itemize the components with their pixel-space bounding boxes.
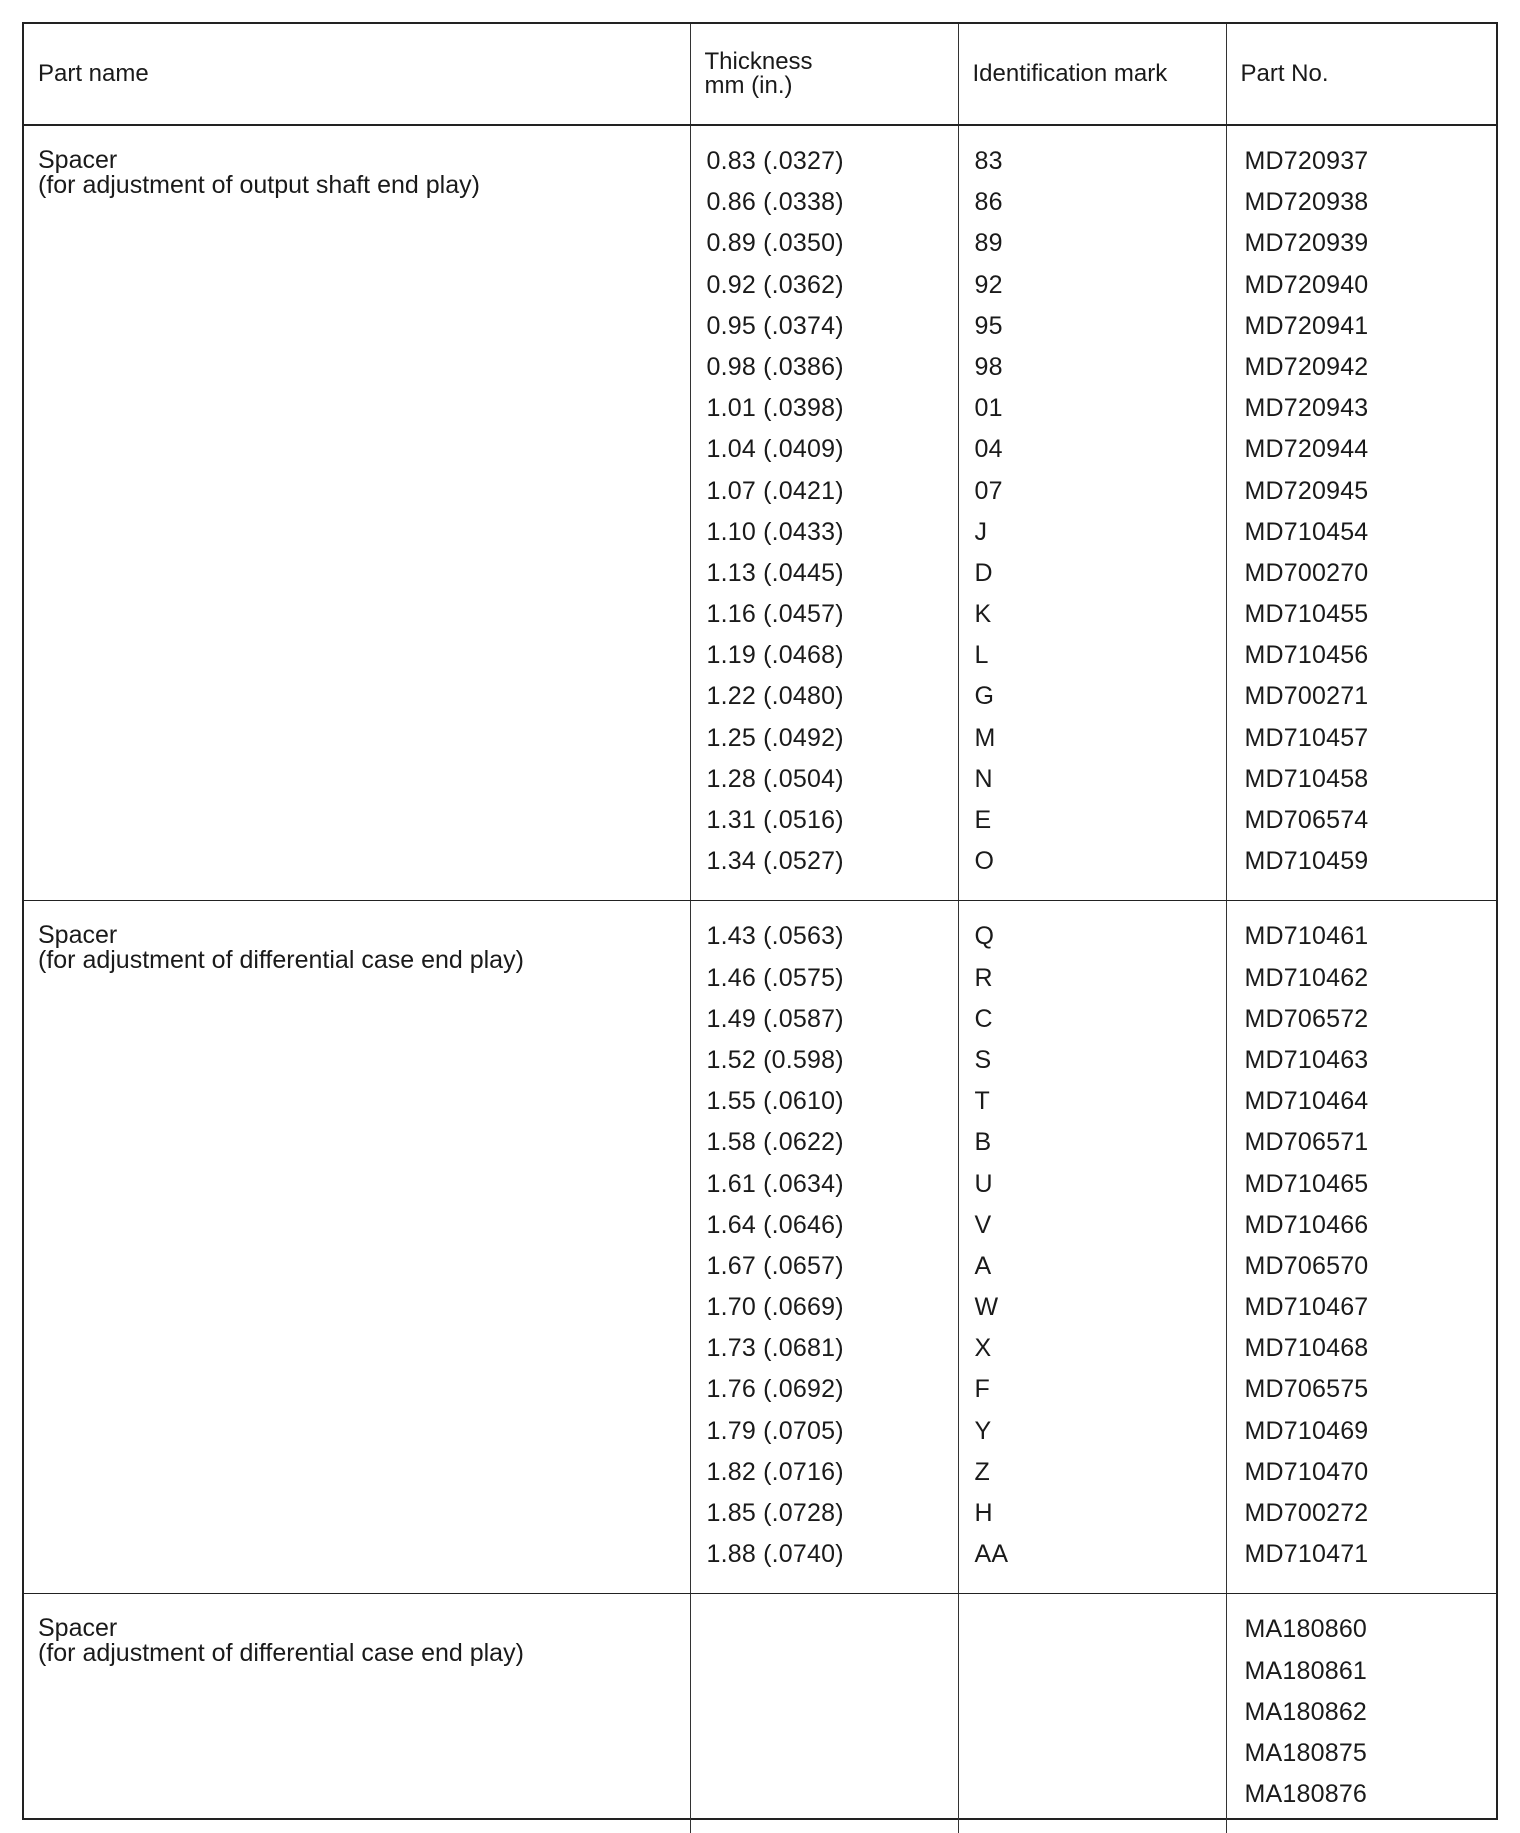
header-thickness-line1: Thickness bbox=[704, 48, 813, 75]
thickness-value: 1.22 (.0480) bbox=[706, 682, 844, 711]
part-no: MD720944 bbox=[1244, 435, 1369, 464]
identification-mark: 07 bbox=[974, 476, 1003, 505]
identification-mark: B bbox=[974, 1128, 992, 1157]
thickness-cell-list bbox=[691, 1594, 958, 1627]
thickness-value: 1.04 (.0409) bbox=[706, 435, 844, 464]
identification-mark: F bbox=[974, 1375, 990, 1404]
thickness-value: 1.88 (.0740) bbox=[706, 1540, 844, 1569]
thickness-value: 1.76 (.0692) bbox=[706, 1375, 844, 1404]
part-no: MA180860 bbox=[1244, 1615, 1368, 1644]
part-no-cell bbox=[1226, 901, 1496, 1594]
identification-mark: 83 bbox=[974, 147, 1003, 175]
identification-mark: 98 bbox=[974, 352, 1003, 381]
thickness-value: 0.95 (.0374) bbox=[706, 311, 844, 340]
table-row-group bbox=[24, 901, 1496, 1594]
part-no: MD710470 bbox=[1244, 1457, 1369, 1486]
part-no-cell bbox=[1226, 1594, 1496, 1833]
table-header-row bbox=[24, 24, 1496, 125]
identification-mark-cell bbox=[958, 901, 1226, 1594]
table-row-group bbox=[24, 1594, 1496, 1833]
part-no: MD710468 bbox=[1244, 1334, 1369, 1363]
identification-mark: U bbox=[974, 1169, 993, 1198]
part-no: MD710458 bbox=[1244, 764, 1369, 793]
part-name: Spacer bbox=[38, 921, 118, 950]
identification-mark: C bbox=[974, 1004, 993, 1033]
part-no: MD700272 bbox=[1244, 1499, 1369, 1527]
part-no: MD720943 bbox=[1244, 394, 1369, 423]
thickness-value: 0.89 (.0350) bbox=[706, 229, 844, 258]
part-no: MD720945 bbox=[1244, 476, 1369, 505]
thickness-value: 1.70 (.0669) bbox=[706, 1293, 844, 1322]
thickness-cell-list bbox=[691, 901, 958, 1593]
part-name-cell bbox=[24, 901, 690, 1594]
part-no: MD720939 bbox=[1244, 229, 1369, 258]
part-no: MD720938 bbox=[1244, 188, 1369, 217]
identification-mark: E bbox=[974, 806, 992, 834]
identification-mark: 95 bbox=[974, 311, 1003, 340]
part-no: MD720941 bbox=[1244, 311, 1369, 340]
identification-mark: Y bbox=[974, 1416, 992, 1445]
part-purpose: (for adjustment of differential case end play) bbox=[38, 1639, 524, 1668]
identification-mark: AA bbox=[974, 1540, 1009, 1569]
part-no: MD710467 bbox=[1244, 1293, 1369, 1322]
identification-mark: 01 bbox=[974, 394, 1003, 423]
part-no: MA180862 bbox=[1244, 1697, 1368, 1726]
identification-mark-cell bbox=[958, 1594, 1226, 1833]
part-no: MD700270 bbox=[1244, 558, 1369, 587]
part-no: MD710457 bbox=[1244, 723, 1369, 752]
thickness-value: 1.67 (.0657) bbox=[706, 1251, 844, 1280]
part-no: MD706575 bbox=[1244, 1375, 1369, 1404]
thickness-value: 1.28 (.0504) bbox=[706, 764, 844, 793]
identification-mark: M bbox=[974, 723, 996, 752]
identification-mark: 86 bbox=[974, 188, 1003, 217]
identification-mark: G bbox=[974, 682, 995, 711]
part-no: MA180875 bbox=[1244, 1738, 1368, 1767]
spacer-parts-table bbox=[24, 24, 1496, 1833]
thickness-value: 1.73 (.0681) bbox=[706, 1334, 844, 1363]
part-purpose: (for adjustment of output shaft end play) bbox=[38, 171, 480, 199]
part-no-cell-list bbox=[1227, 1594, 1497, 1833]
part-name-cell bbox=[24, 1594, 690, 1833]
identification-mark: V bbox=[974, 1210, 992, 1239]
thickness-value: 1.55 (.0610) bbox=[706, 1087, 844, 1116]
identification-mark-cell bbox=[958, 125, 1226, 901]
thickness-value: 1.13 (.0445) bbox=[706, 558, 844, 587]
identification-mark-cell-list bbox=[959, 901, 1226, 1593]
thickness-value: 1.19 (.0468) bbox=[706, 641, 844, 670]
thickness-value: 1.58 (.0622) bbox=[706, 1128, 844, 1157]
identification-mark: Z bbox=[974, 1457, 990, 1486]
part-no: MD720937 bbox=[1244, 147, 1369, 175]
part-no-cell bbox=[1226, 125, 1496, 901]
identification-mark: T bbox=[974, 1087, 990, 1116]
part-no: MD710459 bbox=[1244, 847, 1369, 876]
part-no: MD706570 bbox=[1244, 1251, 1369, 1280]
part-no: MD700271 bbox=[1244, 682, 1369, 711]
part-no: MD710466 bbox=[1244, 1210, 1369, 1239]
part-no: MD710462 bbox=[1244, 963, 1369, 992]
part-no-cell-list bbox=[1227, 901, 1497, 1593]
thickness-value: 1.52 (0.598) bbox=[706, 1045, 844, 1074]
part-no: MD710465 bbox=[1244, 1169, 1369, 1198]
identification-mark: A bbox=[974, 1251, 992, 1280]
header-thickness-line2: mm (in.) bbox=[704, 72, 793, 99]
part-no: MD720942 bbox=[1244, 352, 1369, 381]
header-part-no: Part No. bbox=[1226, 24, 1496, 125]
identification-mark: D bbox=[974, 558, 993, 587]
thickness-value: 1.01 (.0398) bbox=[706, 394, 844, 423]
identification-mark-cell-list bbox=[959, 126, 1226, 900]
part-no: MD710471 bbox=[1244, 1540, 1369, 1569]
part-no: MD710461 bbox=[1244, 922, 1369, 951]
identification-mark: X bbox=[974, 1334, 992, 1363]
part-no: MD710455 bbox=[1244, 600, 1369, 629]
identification-mark: Q bbox=[974, 922, 995, 951]
header-part-name: Part name bbox=[24, 24, 690, 125]
part-no: MD710454 bbox=[1244, 517, 1369, 546]
part-no: MA180876 bbox=[1244, 1780, 1368, 1809]
part-name: Spacer bbox=[38, 146, 118, 174]
part-name-cell bbox=[24, 125, 690, 901]
header-thickness bbox=[690, 24, 958, 125]
parts-table-sheet bbox=[22, 22, 1498, 1820]
part-no-cell-list bbox=[1227, 126, 1497, 900]
identification-mark: L bbox=[974, 641, 989, 670]
part-no: MD710463 bbox=[1244, 1045, 1369, 1074]
part-no: MD710456 bbox=[1244, 641, 1369, 670]
identification-mark: J bbox=[974, 517, 988, 546]
part-no: MD706571 bbox=[1244, 1128, 1369, 1157]
identification-mark-cell-list bbox=[959, 1594, 1226, 1627]
identification-mark: O bbox=[974, 847, 995, 876]
thickness-value: 1.49 (.0587) bbox=[706, 1004, 844, 1033]
header-identification-mark: Identification mark bbox=[958, 24, 1226, 125]
thickness-value: 1.07 (.0421) bbox=[706, 476, 844, 505]
part-no: MD710464 bbox=[1244, 1087, 1369, 1116]
identification-mark: K bbox=[974, 600, 992, 629]
thickness-value: 1.79 (.0705) bbox=[706, 1416, 844, 1445]
thickness-value: 1.16 (.0457) bbox=[706, 600, 844, 629]
identification-mark: N bbox=[974, 764, 993, 793]
thickness-value: 0.92 (.0362) bbox=[706, 270, 844, 299]
identification-mark: H bbox=[974, 1499, 993, 1527]
part-no: MA180861 bbox=[1244, 1656, 1368, 1685]
identification-mark: R bbox=[974, 963, 993, 992]
identification-mark: S bbox=[974, 1045, 992, 1074]
thickness-cell bbox=[690, 1594, 958, 1833]
identification-mark: 92 bbox=[974, 270, 1003, 299]
part-no: MD710469 bbox=[1244, 1416, 1369, 1445]
thickness-value: 1.34 (.0527) bbox=[706, 847, 844, 876]
thickness-value: 1.82 (.0716) bbox=[706, 1457, 844, 1486]
thickness-value: 0.83 (.0327) bbox=[706, 147, 844, 175]
part-purpose: (for adjustment of differential case end play) bbox=[38, 946, 524, 975]
part-name: Spacer bbox=[38, 1614, 118, 1643]
thickness-value: 1.43 (.0563) bbox=[706, 922, 844, 951]
thickness-value: 1.25 (.0492) bbox=[706, 723, 844, 752]
part-no: MD706572 bbox=[1244, 1004, 1369, 1033]
thickness-value: 0.86 (.0338) bbox=[706, 188, 844, 217]
thickness-value: 1.46 (.0575) bbox=[706, 963, 844, 992]
thickness-value: 1.10 (.0433) bbox=[706, 517, 844, 546]
thickness-value: 0.98 (.0386) bbox=[706, 352, 844, 381]
identification-mark: 89 bbox=[974, 229, 1003, 258]
table-row-group bbox=[24, 125, 1496, 901]
thickness-value: 1.31 (.0516) bbox=[706, 806, 844, 834]
thickness-cell-list bbox=[691, 126, 958, 900]
part-no: MD720940 bbox=[1244, 270, 1369, 299]
thickness-value: 1.64 (.0646) bbox=[706, 1210, 844, 1239]
thickness-cell bbox=[690, 901, 958, 1594]
thickness-value: 1.85 (.0728) bbox=[706, 1499, 844, 1527]
thickness-value: 1.61 (.0634) bbox=[706, 1169, 844, 1198]
identification-mark: 04 bbox=[974, 435, 1003, 464]
part-no: MD706574 bbox=[1244, 806, 1369, 834]
identification-mark: W bbox=[974, 1293, 999, 1322]
thickness-cell bbox=[690, 125, 958, 901]
